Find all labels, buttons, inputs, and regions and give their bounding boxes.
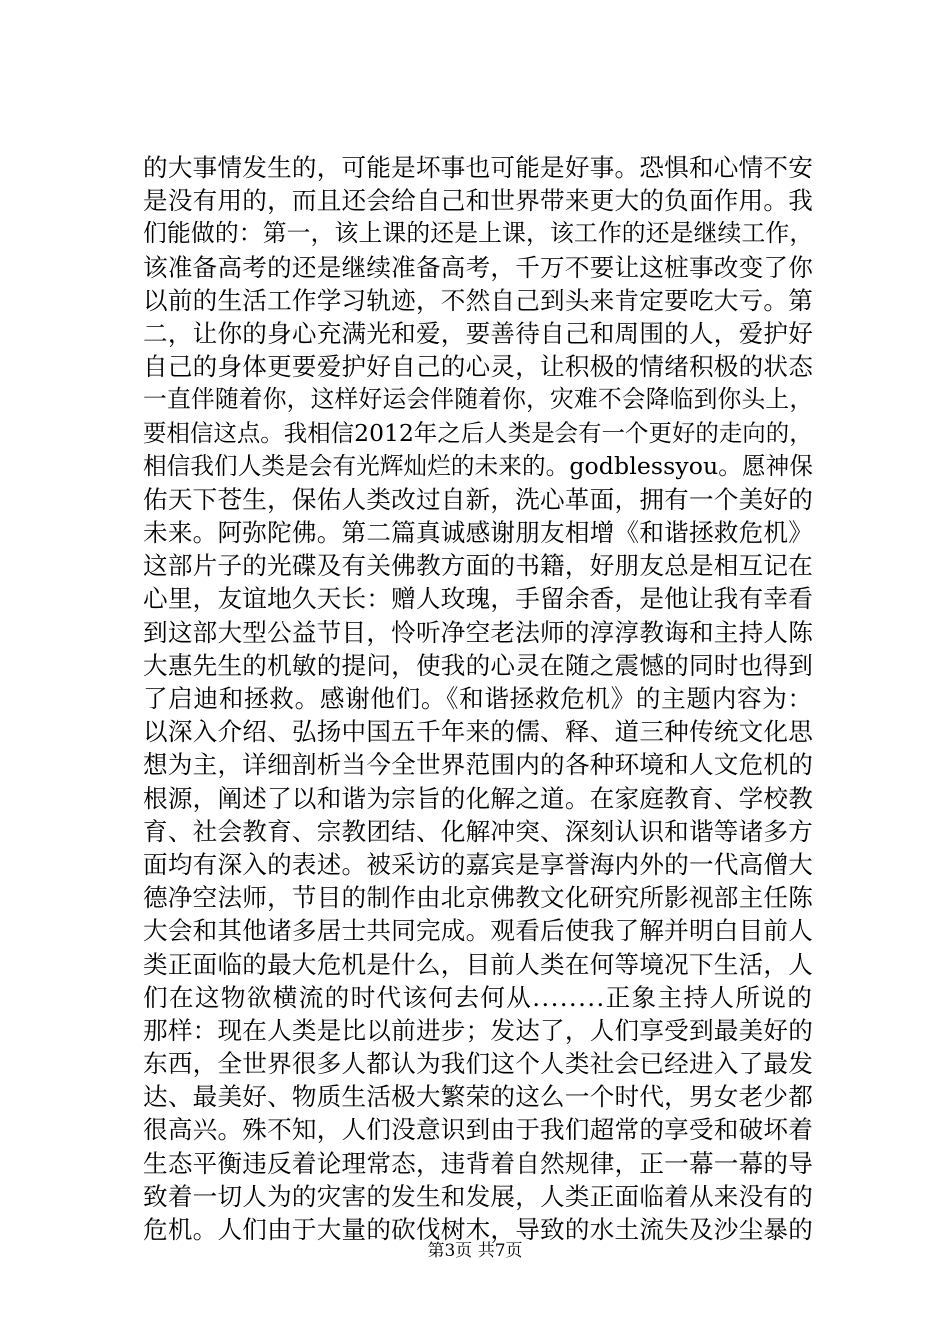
text-line-5: 以前的生活工作学习轨迹，不然自己到头来肯定要吃大亏。第 [143, 285, 813, 315]
text-line-30: 很高兴。殊不知，人们没意识到由于我们超常的享受和破坏着 [143, 1115, 813, 1145]
text-line-3: 们能做的：第一，该上课的还是上课，该工作的还是继续工作， [143, 219, 813, 248]
text-line-22: 面均有深入的表述。被采访的嘉宾是享誉海内外的一代高僧大 [143, 849, 813, 879]
text-line-27: 那样：现在人类是比以前进步；发达了，人们享受到最美好的 [143, 1015, 813, 1045]
text-line-24: 大会和其他诸多居士共同完成。观看后使我了解并明白目前人 [143, 916, 813, 946]
text-line-28: 东西，全世界很多人都认为我们这个人类社会已经进入了最发 [143, 1049, 813, 1079]
text-line-14: 心里，友谊地久天长：赠人玫瑰，手留余香，是他让我有幸看 [143, 584, 813, 614]
text-line-9: 要相信这点。我相信2012年之后人类是会有一个更好的走向的， [143, 418, 813, 447]
text-line-23: 德净空法师，节目的制作由北京佛教文化研究所影视部主任陈 [143, 883, 813, 913]
text-line-7: 自己的身体更要爱护好自己的心灵，让积极的情绪积极的状态 [143, 352, 813, 382]
text-line-17: 了启迪和拯救。感谢他们。《和谐拯救危机》的主题内容为： [143, 684, 813, 713]
text-line-6: 二，让你的身心充满光和爱，要善待自己和周围的人，爱护好 [143, 318, 813, 348]
text-line-26: 们在这物欲横流的时代该何去何从........正象主持人所说的 [143, 982, 813, 1012]
text-line-10: 相信我们人类是会有光辉灿烂的未来的。godblessyou。愿神保 [143, 451, 813, 480]
text-line-21: 育、社会教育、宗教团结、化解冲突、深刻认识和谐等诸多方 [143, 816, 813, 846]
document-body [143, 151, 813, 1246]
text-line-33: 危机。人们由于大量的砍伐树木，导致的水土流失及沙尘暴的 [143, 1215, 813, 1244]
text-line-20: 根源，阐述了以和谐为宗旨的化解之道。在家庭教育、学校教 [143, 783, 813, 813]
text-line-8: 一直伴随着你，这样好运会伴随着你，灾难不会降临到你头上， [143, 385, 813, 414]
text-line-4: 该准备高考的还是继续准备高考，千万不要让这桩事改变了你 [143, 252, 813, 282]
text-line-1: 的大事情发生的，可能是坏事也可能是好事。恐惧和心情不安 [143, 153, 813, 182]
text-line-13: 这部片子的光碟及有关佛教方面的书籍，好朋友总是相互记在 [143, 551, 813, 581]
text-line-29: 达、最美好、物质生活极大繁荣的这么一个时代，男女老少都 [143, 1082, 813, 1112]
page-number-footer: 第3页 共7页 [427, 1241, 523, 1261]
text-line-2: 是没有用的，而且还会给自己和世界带来更大的负面作用。我 [143, 186, 813, 216]
text-line-16: 大惠先生的机敏的提问，使我的心灵在随之震憾的同时也得到 [143, 650, 813, 680]
text-line-18: 以深入介绍、弘扬中国五千年来的儒、释、道三种传统文化思 [143, 717, 813, 747]
text-line-11: 佑天下苍生，保佑人类改过自新，洗心革面，拥有一个美好的 [143, 484, 813, 514]
text-line-32: 致着一切人为的灾害的发生和发展，人类正面临着从来没有的 [143, 1181, 813, 1211]
text-line-25: 类正面临的最大危机是什么，目前人类在何等境况下生活，人 [143, 949, 813, 979]
text-line-31: 生态平衡违反着论理常态，违背着自然规律，正一幕一幕的导 [143, 1148, 813, 1178]
text-line-19: 想为主，详细剖析当今全世界范围内的各种环境和人文危机的 [143, 750, 813, 780]
text-line-15: 到这部大型公益节目，怜听净空老法师的淳淳教诲和主持人陈 [143, 617, 813, 647]
text-line-12: 未来。阿弥陀佛。第二篇真诚感谢朋友相增《和谐拯救危机》 [143, 518, 813, 548]
